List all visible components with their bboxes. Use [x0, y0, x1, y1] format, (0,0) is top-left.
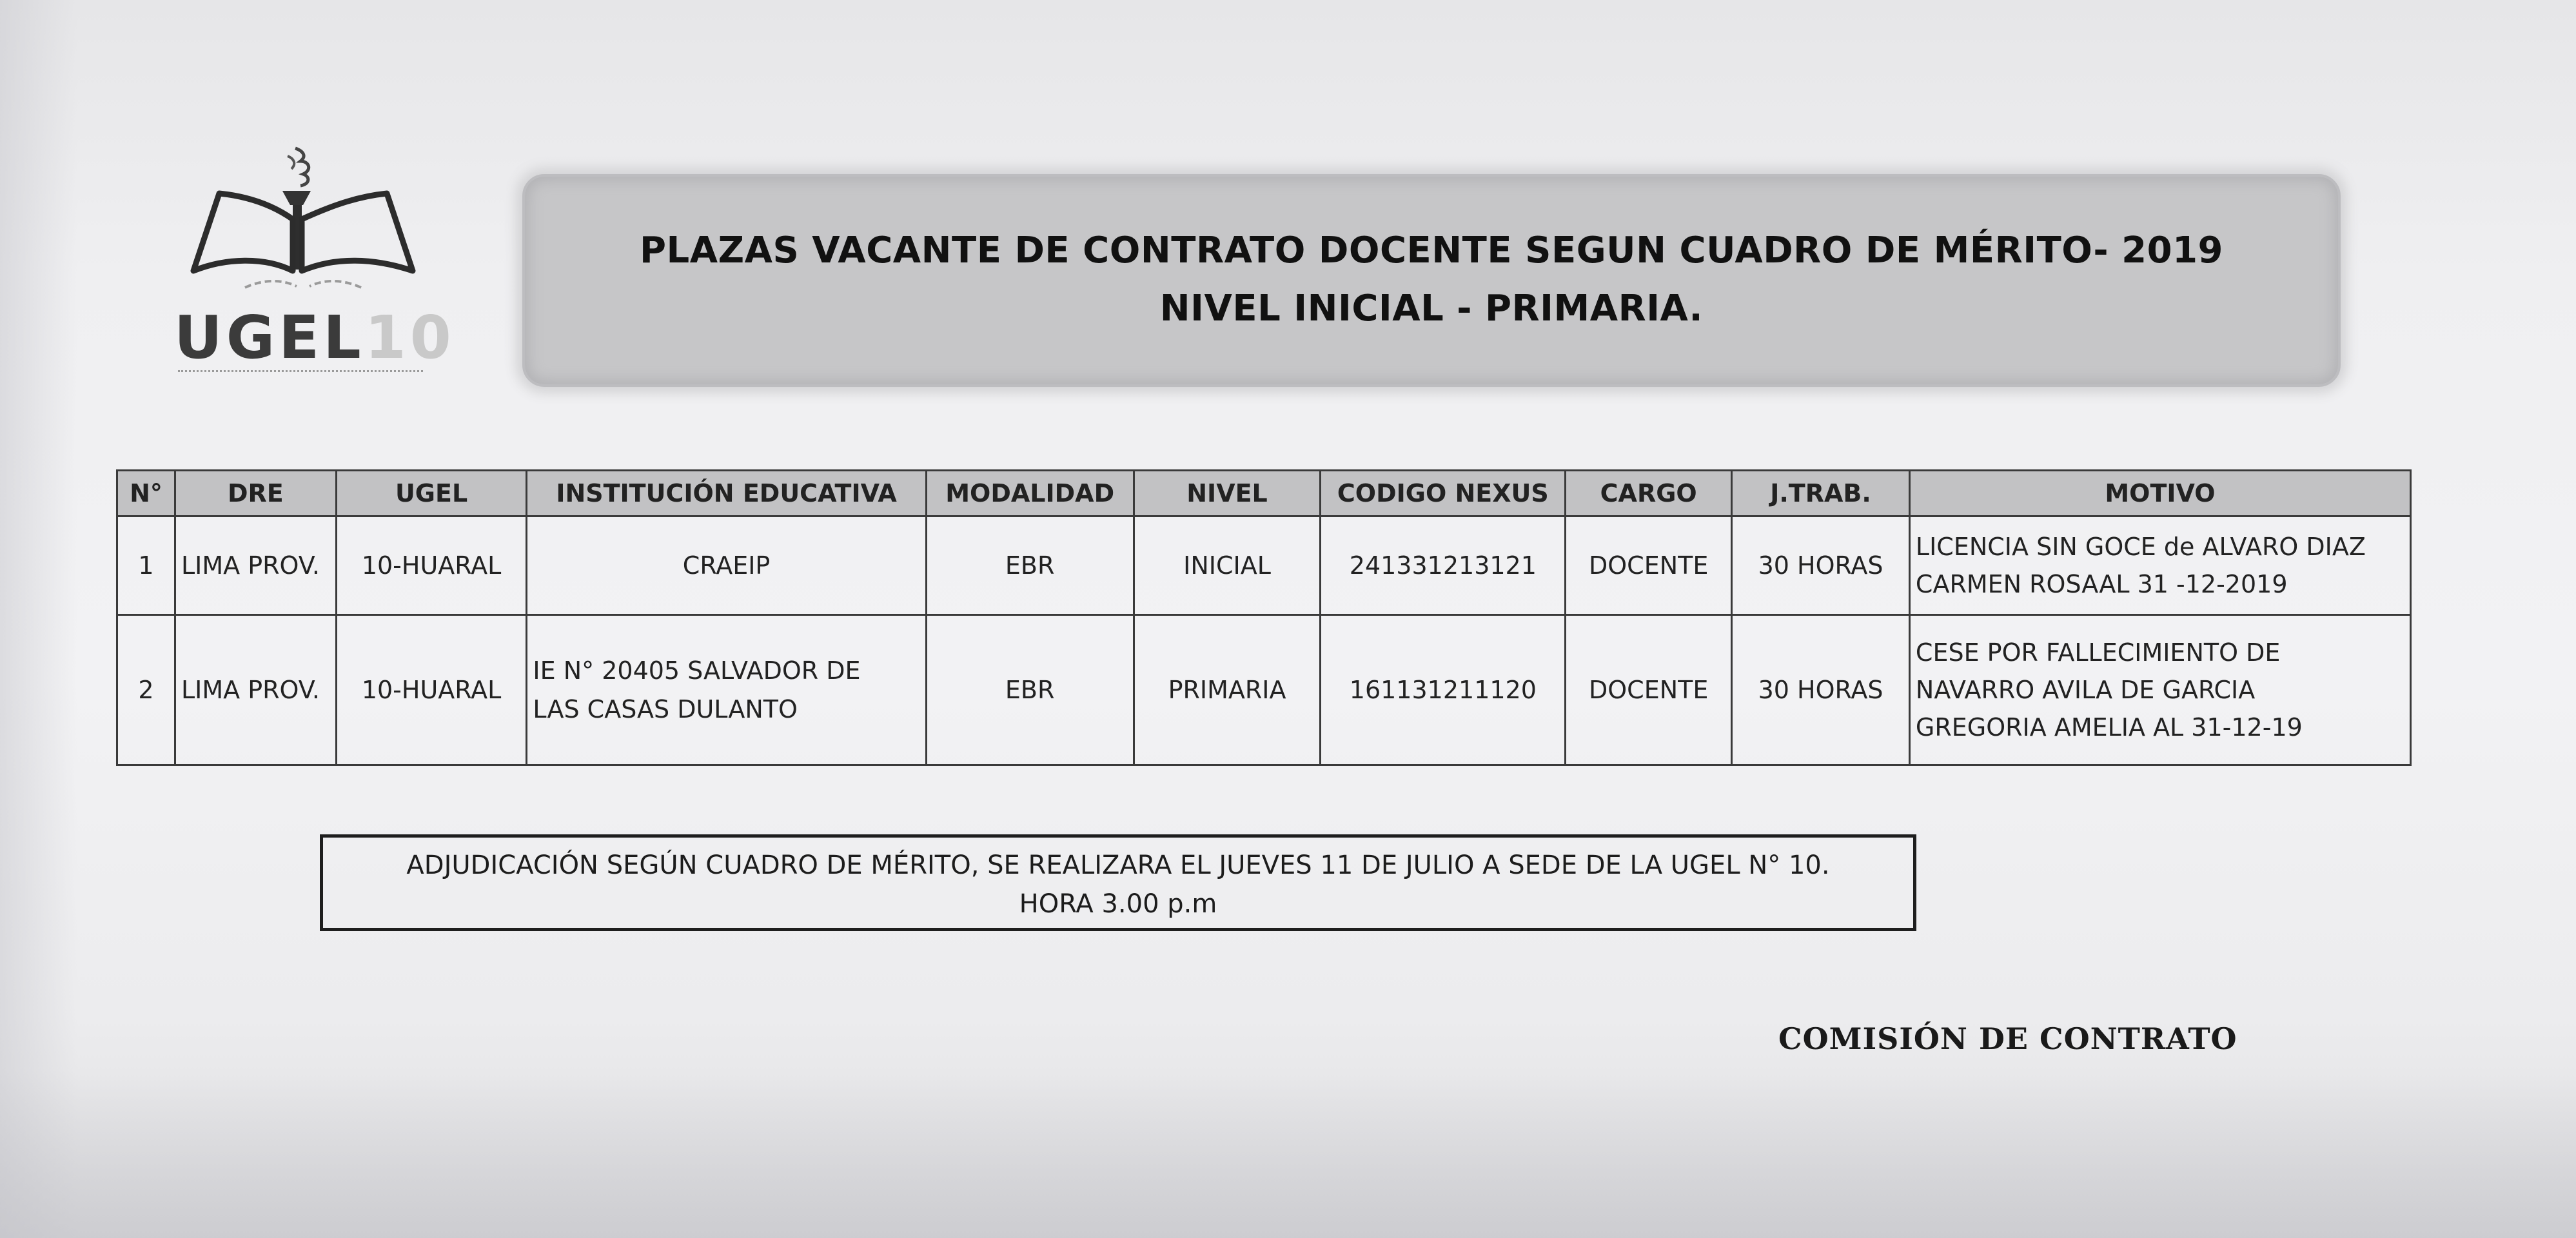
institucion-line: LAS CASAS DULANTO [533, 695, 798, 723]
column-header-nivel: NIVEL [1134, 471, 1321, 516]
motivo-line: CARMEN ROSAAL 31 -12-2019 [1915, 570, 2288, 598]
column-header-cargo: CARGO [1566, 471, 1732, 516]
cell-motivo [1909, 615, 2410, 765]
motivo-line: NAVARRO AVILA DE GARCIA [1915, 676, 2256, 704]
page-shadow-bottom [0, 1070, 2576, 1238]
ugel-logo [174, 142, 455, 387]
logo-subtitle-line [178, 370, 423, 376]
page-title: PLAZAS VACANTE DE CONTRATO DOCENTE SEGUN CUADRO DE MÉRITO- 2019 [639, 230, 2224, 271]
cell-institucion: CRAEIP [527, 516, 926, 615]
cell-nivel: INICIAL [1134, 516, 1321, 615]
cell-ugel: 10-HUARAL [336, 615, 527, 765]
motivo-line: CESE POR FALLECIMIENTO DE [1915, 638, 2281, 667]
column-header-jtrab: J.TRAB. [1732, 471, 1910, 516]
signature-committee: COMISIÓN DE CONTRATO [1778, 1021, 2237, 1056]
cell-codigo-nexus: 241331213121 [1321, 516, 1566, 615]
column-header-ugel: UGEL [336, 471, 527, 516]
column-header-n: N° [117, 471, 175, 516]
cell-cargo: DOCENTE [1566, 615, 1732, 765]
logo-number: 10 [364, 303, 455, 372]
book-torch-icon [174, 142, 432, 303]
motivo-line: LICENCIA SIN GOCE de ALVARO DIAZ [1915, 533, 2366, 561]
notice-line: ADJUDICACIÓN SEGÚN CUADRO DE MÉRITO, SE REALIZARA EL JUEVES 11 DE JULIO A SEDE DE LA UGEL N° 10. [406, 850, 1830, 880]
column-header-codigo-nexus: CODIGO NEXUS [1321, 471, 1566, 516]
vacancies-table [116, 469, 2412, 766]
page-shadow-left [0, 0, 77, 1238]
cell-nivel: PRIMARIA [1134, 615, 1321, 765]
column-header-institucion: INSTITUCIÓN EDUCATIVA [527, 471, 926, 516]
cell-cargo: DOCENTE [1566, 516, 1732, 615]
cell-dre: LIMA PROV. [175, 516, 336, 615]
logo-text: UGEL [174, 303, 365, 372]
cell-institucion [527, 615, 926, 765]
cell-ugel: 10-HUARAL [336, 516, 527, 615]
title-banner [522, 174, 2341, 387]
logo-wordmark [174, 303, 455, 372]
table-row [117, 516, 2411, 615]
cell-codigo-nexus: 161131211120 [1321, 615, 1566, 765]
column-header-dre: DRE [175, 471, 336, 516]
cell-n: 1 [117, 516, 175, 615]
institucion-line: IE N° 20405 SALVADOR DE [533, 656, 861, 685]
cell-n: 2 [117, 615, 175, 765]
column-header-motivo: MOTIVO [1909, 471, 2410, 516]
page-subtitle: NIVEL INICIAL - PRIMARIA. [1159, 288, 1704, 329]
cell-jtrab: 30 HORAS [1732, 615, 1910, 765]
motivo-line: GREGORIA AMELIA AL 31-12-19 [1915, 713, 2303, 742]
cell-modalidad: EBR [926, 516, 1134, 615]
notice-time: HORA 3.00 p.m [1019, 889, 1217, 919]
cell-jtrab: 30 HORAS [1732, 516, 1910, 615]
table-header-row [117, 471, 2411, 516]
column-header-modalidad: MODALIDAD [926, 471, 1134, 516]
adjudication-notice [320, 834, 1916, 931]
cell-dre: LIMA PROV. [175, 615, 336, 765]
table-row [117, 615, 2411, 765]
cell-motivo [1909, 516, 2410, 615]
cell-modalidad: EBR [926, 615, 1134, 765]
